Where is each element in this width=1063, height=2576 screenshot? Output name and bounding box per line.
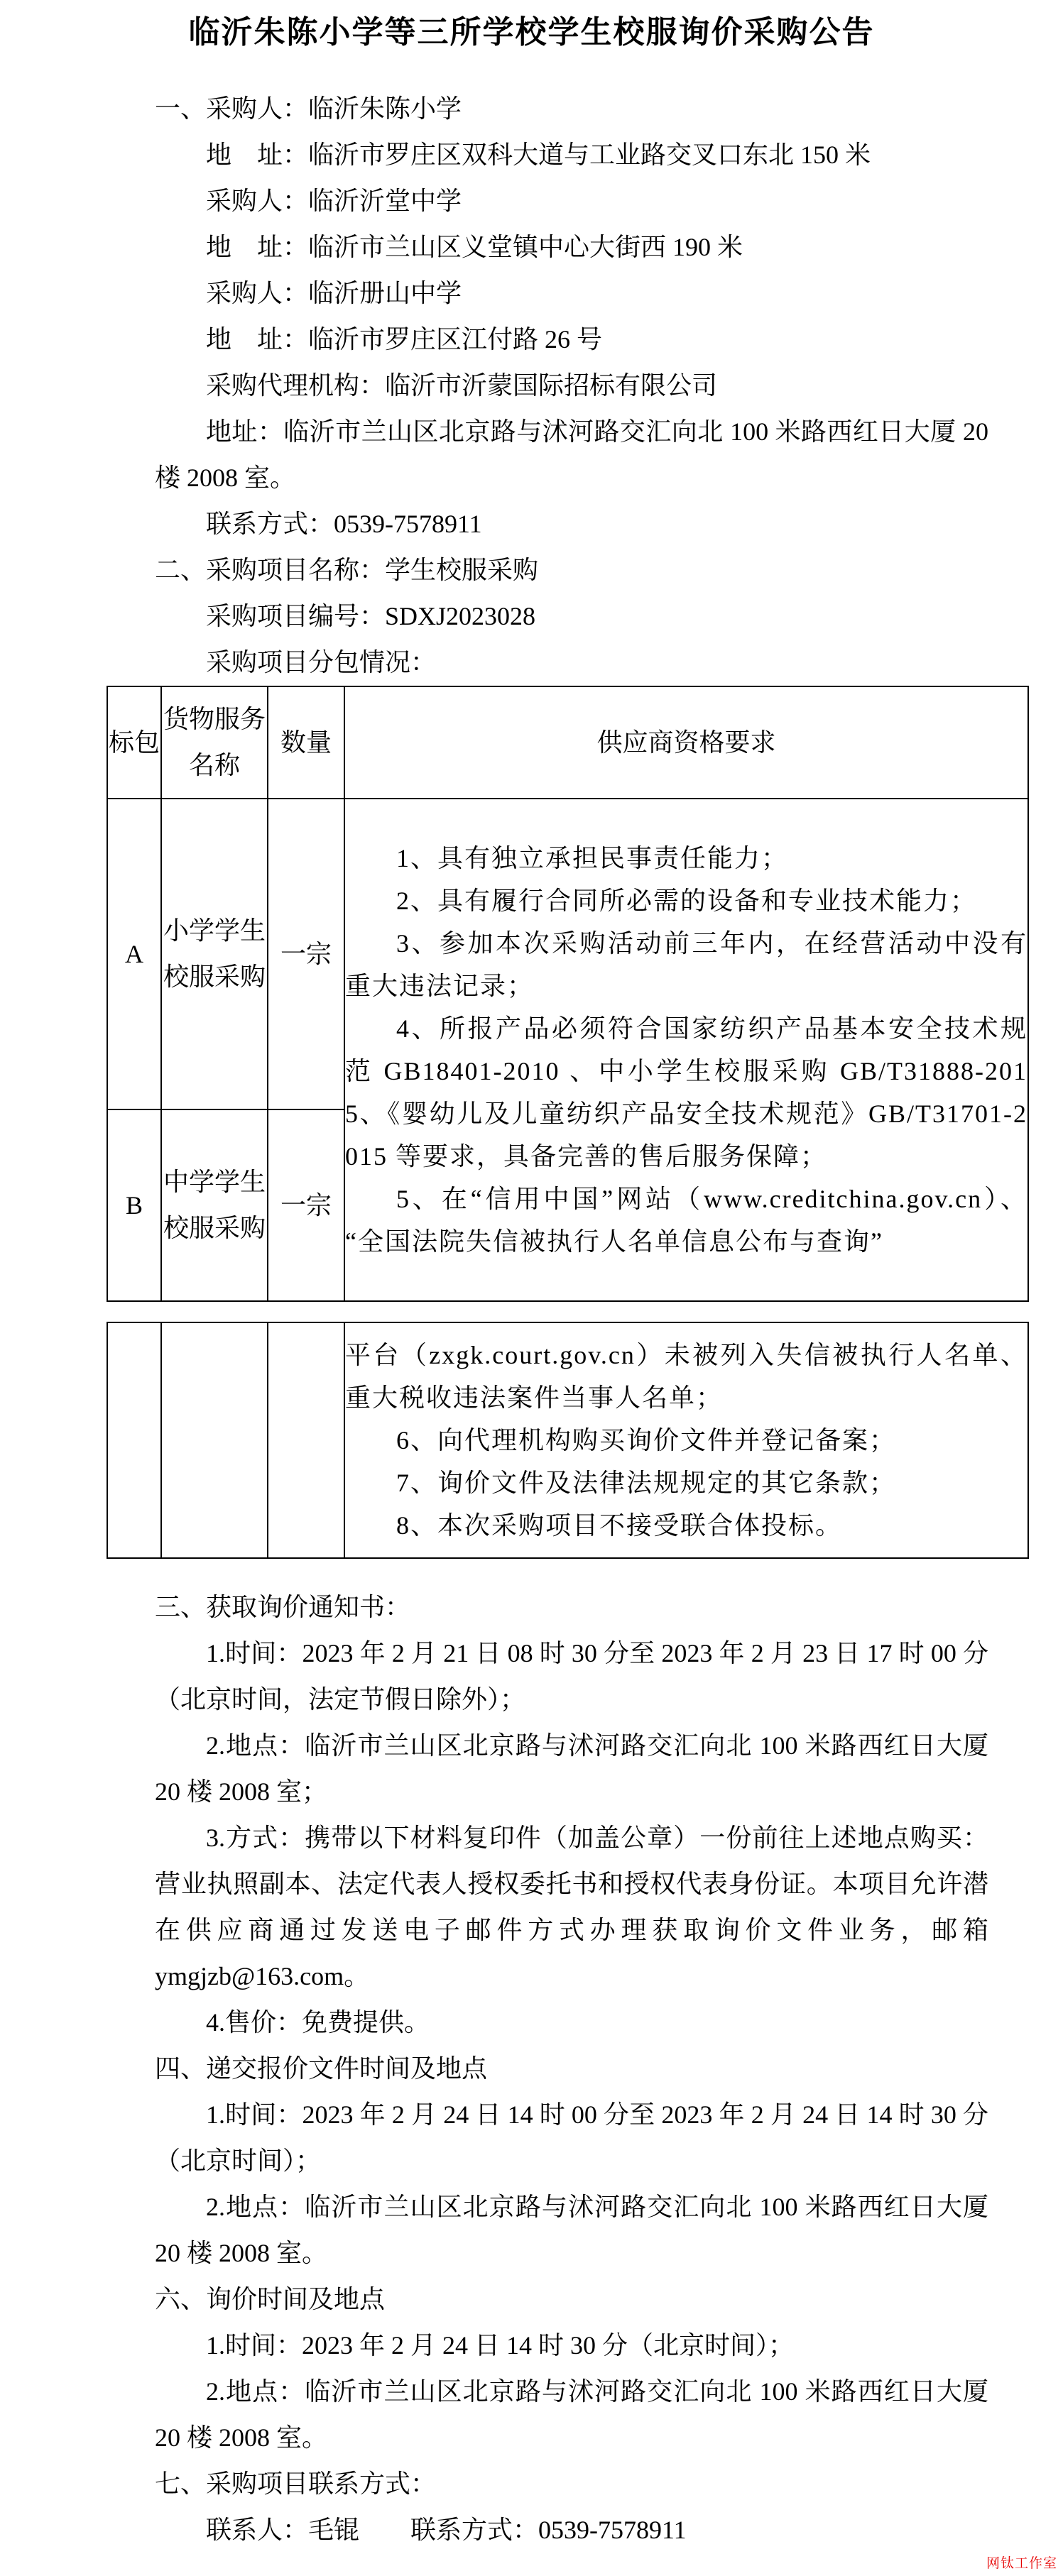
method-line: 3.方式：携带以下材料复印件（加盖公章）一份前往上述地点购买：营业执照副本、法定代表人授权委托书和授权代表身份证。本项目允许潜在供应商通过发送电子邮件方式办理获取询价文件业务，邮箱 ymgjzb@163.com。 <box>155 1824 988 1990</box>
watermark: 网钛工作室 <box>986 2556 1057 2571</box>
quantity-cell: 一宗 <box>268 1109 344 1301</box>
section-heading: 三、获取询价通知书： <box>155 1593 411 1621</box>
purchaser-address-line: 地 址：临沂市罗庄区双科大道与工业路交叉口东北 150 米 <box>206 141 871 169</box>
purchaser-line: 采购人：临沂册山中学 <box>206 279 462 307</box>
purchaser-address-line: 地 址：临沂市罗庄区江付路 26 号 <box>206 325 603 353</box>
location-line: 2.地点：临沂市兰山区北京路与沭河路交汇向北 100 米路西红日大厦 20 楼 2008 室。 <box>155 2377 988 2452</box>
col-header-requirements: 供应商资格要求 <box>344 686 1028 799</box>
requirement-item: 5、在“信用中国”网站（www.creditchina.gov.cn）、“全国法院失信被执行人名单信息公布与查询” <box>345 1185 1027 1256</box>
location-line: 2.地点：临沂市兰山区北京路与沭河路交汇向北 100 米路西红日大厦 20 楼 2008 室； <box>155 1731 988 1806</box>
section-project <box>0 547 1063 686</box>
section-heading: 二、采购项目名称：学生校服采购 <box>155 556 539 584</box>
package-id-cell: A <box>107 799 161 1109</box>
empty-quantity-cell <box>268 1322 344 1558</box>
quantity-cell: 一宗 <box>268 799 344 1109</box>
empty-package-cell <box>107 1322 161 1558</box>
empty-goods-cell <box>161 1322 268 1558</box>
supplier-requirements-cell <box>344 799 1028 1301</box>
goods-name-cell: 中学学生校服采购 <box>161 1109 268 1301</box>
requirement-item: 6、向代理机构购买询价文件并登记备案； <box>396 1426 897 1454</box>
table-header-row <box>107 686 1028 799</box>
section-submit-quotation <box>0 2046 1063 2276</box>
procurement-packages-table-continued <box>107 1322 1029 1559</box>
section-project-contact <box>0 2461 1063 2553</box>
location-line: 2.地点：临沂市兰山区北京路与沭河路交汇向北 100 米路西红日大厦 20 楼 2008 室。 <box>155 2193 988 2267</box>
requirement-item: 平台（zxgk.court.gov.cn）未被列入失信被执行人名单、重大税收违法案件当事人名单； <box>345 1341 1027 1412</box>
table-row <box>107 799 1028 1109</box>
time-line: 1.时间：2023 年 2 月 24 日 14 时 00 分至 2023 年 2 月 24 日 14 时 30 分（北京时间）； <box>155 2100 988 2175</box>
procurement-packages-table <box>107 686 1029 1302</box>
contact-phone-line: 联系方式：0539-7578911 <box>206 510 482 538</box>
table-row <box>107 1322 1028 1558</box>
time-line: 1.时间：2023 年 2 月 24 日 14 时 30 分（北京时间）； <box>206 2331 795 2359</box>
col-header-package: 标包 <box>107 686 161 799</box>
section-heading: 四、递交报价文件时间及地点 <box>155 2054 488 2083</box>
requirement-item: 2、具有履行合同所必需的设备和专业技术能力； <box>396 887 978 915</box>
col-header-goods: 货物服务名称 <box>161 686 268 799</box>
project-number-line: 采购项目编号：SDXJ2023028 <box>206 602 536 630</box>
agency-line: 采购代理机构：临沂市沂蒙国际招标有限公司 <box>206 371 718 400</box>
price-line: 4.售价：免费提供。 <box>206 2008 430 2037</box>
section-heading: 七、采购项目联系方式： <box>155 2470 437 2498</box>
contact-person-line: 联系人：毛锟 联系方式：0539-7578911 <box>206 2516 687 2544</box>
agency-address-line: 地址：临沂市兰山区北京路与沭河路交汇向北 100 米路西红日大厦 20 楼 2008 室。 <box>155 417 988 492</box>
requirement-item: 1、具有独立承担民事责任能力； <box>396 844 789 872</box>
project-packages-line: 采购项目分包情况： <box>206 648 437 676</box>
package-id-cell: B <box>107 1109 161 1301</box>
requirement-item: 8、本次采购项目不接受联合体投标。 <box>396 1511 843 1540</box>
section-purchasers <box>0 86 1063 547</box>
purchaser-line: 采购人：临沂沂堂中学 <box>206 187 462 215</box>
requirement-item: 3、参加本次采购活动前三年内，在经营活动中没有重大违法记录； <box>345 929 1027 1000</box>
time-line: 1.时间：2023 年 2 月 21 日 08 时 30 分至 2023 年 2 月 23 日 17 时 00 分（北京时间，法定节假日除外）； <box>155 1639 988 1714</box>
section-heading: 一、采购人：临沂朱陈小学 <box>155 94 462 123</box>
col-header-quantity: 数量 <box>268 686 344 799</box>
requirement-item: 7、询价文件及法律法规规定的其它条款； <box>396 1469 897 1497</box>
supplier-requirements-continued-cell <box>344 1322 1028 1558</box>
page-title: 临沂朱陈小学等三所学校学生校服询价采购公告 <box>188 15 875 50</box>
purchaser-address-line: 地 址：临沂市兰山区义堂镇中心大街西 190 米 <box>206 233 743 261</box>
section-obtain-notice <box>0 1584 1063 2046</box>
goods-name-cell: 小学学生校服采购 <box>161 799 268 1109</box>
section-inquiry-time <box>0 2276 1063 2461</box>
section-heading: 六、询价时间及地点 <box>155 2285 386 2313</box>
requirement-item: 4、所报产品必须符合国家纺织产品基本安全技术规范 GB18401-2010 、中小学生校服采购 GB/T31888-2015、《婴幼儿及儿童纺织产品安全技术规范》GB/T31701-2015 等要求，具备完善的售后服务保障； <box>345 1014 1027 1171</box>
